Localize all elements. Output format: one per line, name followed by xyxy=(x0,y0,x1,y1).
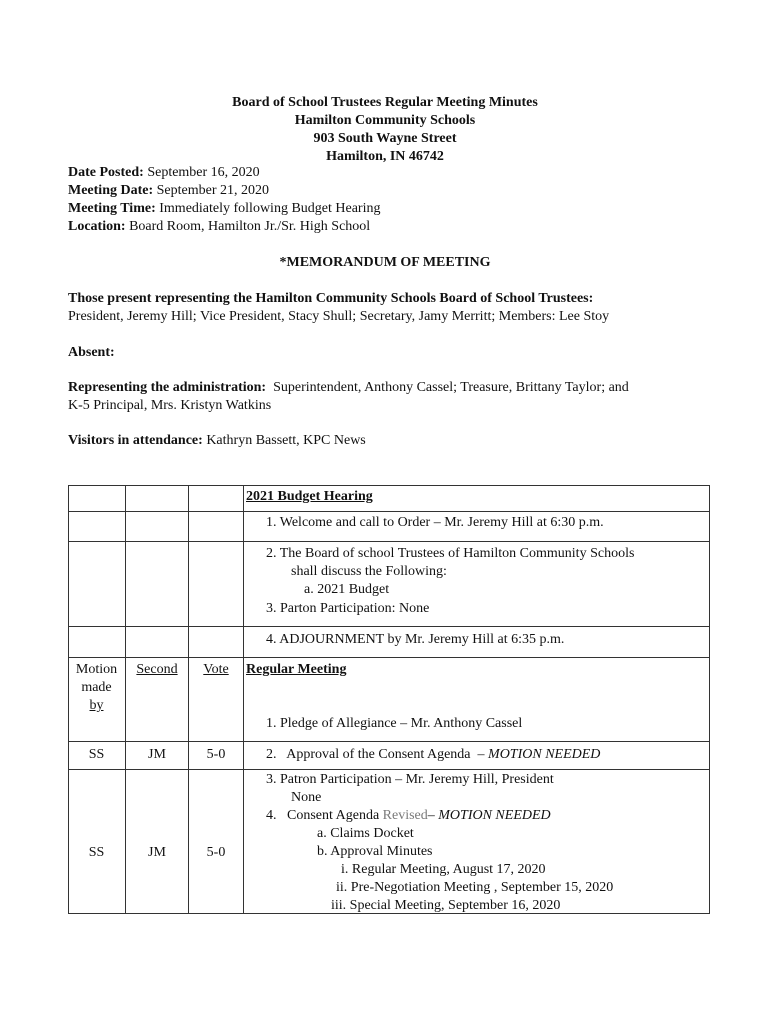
present-names: President, Jeremy Hill; Vice President, Stacy Shull; Secretary, Jamy Merritt; Members: Lee Stoy xyxy=(68,309,610,324)
meeting-info xyxy=(68,164,718,236)
budget-item-2-cont: shall discuss the Following: xyxy=(291,564,447,579)
regular-item-1: 1. Pledge of Allegiance – Mr. Anthony Cassel xyxy=(266,716,523,731)
document-title: Board of School Trustees Regular Meeting Minutes xyxy=(232,95,538,110)
street-address: 903 South Wayne Street xyxy=(313,131,457,146)
regular-item-4b: b. Approval Minutes xyxy=(317,844,433,859)
administration-section xyxy=(68,379,718,415)
budget-item-3: 3. Parton Participation: None xyxy=(266,601,430,616)
admin-line-1: Superintendent, Anthony Cassel; Treasure, Brittany Taylor; and xyxy=(266,380,629,395)
row2-vote: 5-0 xyxy=(206,747,226,762)
admin-line-2: K-5 Principal, Mrs. Kristyn Watkins xyxy=(68,398,272,413)
row2-second: JM xyxy=(148,747,166,762)
regular-item-4: 4. Consent Agenda Revised– MOTION NEEDED xyxy=(266,808,551,823)
absent-label: Absent: xyxy=(68,345,115,360)
present-section xyxy=(68,290,718,326)
row4-motion: SS xyxy=(88,845,105,860)
budget-item-2: 2. The Board of school Trustees of Hamilton Community Schools xyxy=(266,546,635,561)
meeting-date: Meeting Date: September 21, 2020 xyxy=(68,183,270,198)
regular-item-3-cont: None xyxy=(291,790,322,805)
row2-motion: SS xyxy=(88,747,105,762)
budget-item-4: 4. ADJOURNMENT by Mr. Jeremy Hill at 6:35 p.m. xyxy=(266,632,565,647)
row4-second: JM xyxy=(148,845,166,860)
visitors-section xyxy=(68,432,718,450)
visitors-value: Kathryn Bassett, KPC News xyxy=(202,433,366,448)
regular-item-4b-ii: ii. Pre-Negotiation Meeting , September 15, 2020 xyxy=(336,880,614,895)
admin-label: Representing the administration: xyxy=(68,380,267,395)
meeting-location: Location: Board Room, Hamilton Jr./Sr. High School xyxy=(68,219,371,234)
present-label: Those present representing the Hamilton Community Schools Board of School Trustees: xyxy=(68,291,594,306)
document-header xyxy=(0,94,770,166)
col-header-motion: Motion made by xyxy=(75,662,118,713)
meeting-time: Meeting Time: Immediately following Budget Hearing xyxy=(68,201,381,216)
budget-item-2a: a. 2021 Budget xyxy=(304,582,390,597)
col-header-second: Second xyxy=(136,662,178,677)
regular-meeting-title: Regular Meeting xyxy=(246,662,347,677)
memorandum-heading: *MEMORANDUM OF MEETING xyxy=(279,255,491,270)
regular-item-4b-i: i. Regular Meeting, August 17, 2020 xyxy=(341,862,546,877)
regular-item-4a: a. Claims Docket xyxy=(317,826,414,841)
regular-item-4b-iii: iii. Special Meeting, September 16, 2020 xyxy=(331,898,561,913)
row4-vote: 5-0 xyxy=(206,845,226,860)
agenda-table xyxy=(68,485,710,914)
date-posted: Date Posted: September 16, 2020 xyxy=(68,165,260,180)
city-address: Hamilton, IN 46742 xyxy=(326,149,444,164)
org-name: Hamilton Community Schools xyxy=(294,113,476,128)
budget-hearing-title: 2021 Budget Hearing xyxy=(246,489,373,504)
regular-item-2: 2. Approval of the Consent Agenda – MOTION NEEDED xyxy=(266,747,601,762)
regular-item-3: 3. Patron Participation – Mr. Jeremy Hill, President xyxy=(266,772,554,787)
visitors-label: Visitors in attendance: xyxy=(68,433,203,448)
budget-item-1: 1. Welcome and call to Order – Mr. Jeremy Hill at 6:30 p.m. xyxy=(266,515,604,530)
col-header-vote: Vote xyxy=(203,662,229,677)
